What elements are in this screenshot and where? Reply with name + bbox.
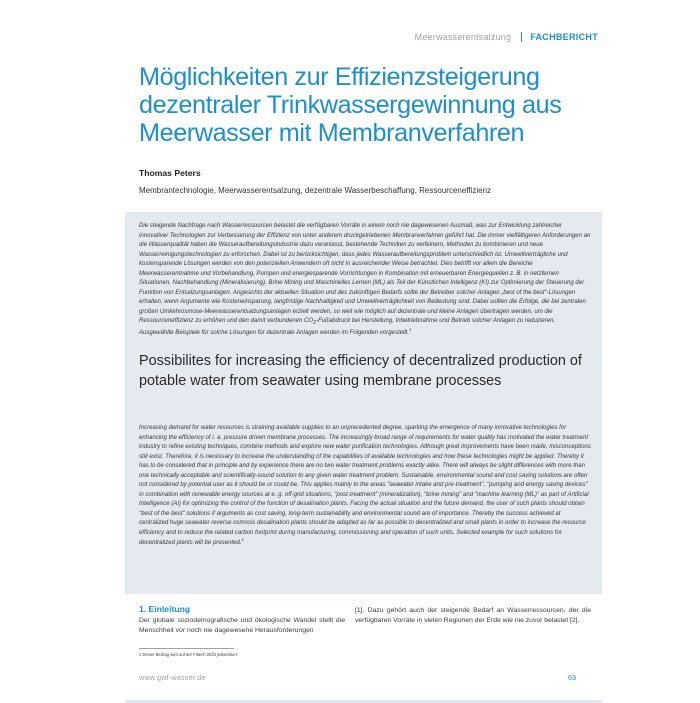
running-header bbox=[415, 30, 598, 44]
author-name: Thomas Peters bbox=[139, 168, 201, 178]
body-column-left: Der globale soziodemografische und ökologische Wandel stellt die Menschheit vor noch nie dagewesene Herausforderungen bbox=[139, 617, 345, 634]
keywords: Membrantechnologie, Meerwasserentsalzung, dezentrale Wasserbeschaffung, Ressourceneffizienz bbox=[139, 186, 492, 195]
header-divider bbox=[521, 32, 522, 42]
page-number: 63 bbox=[568, 673, 576, 682]
title-line: dezentraler Trinkwassergewinnung aus bbox=[139, 91, 562, 119]
body-column-right: [1]. Dazu gehört auch der steigende Bedarf an Wasserressourcen, der die verfügbaren Vorräte in vielen Regionen der Erde wie nie zuvor belastet [2]. bbox=[355, 607, 591, 624]
article-title bbox=[139, 63, 609, 147]
english-title: Possibilites for increasing the efficiency of decentralized production of potable water from seawater using membrane processes bbox=[139, 353, 582, 389]
title-line: Möglichkeiten zur Effizienzsteigerung bbox=[139, 63, 540, 91]
website-link[interactable]: www.gwf-wasser.de bbox=[139, 673, 206, 682]
footnote-ref[interactable]: 1 bbox=[241, 536, 244, 542]
abstract-german bbox=[139, 222, 591, 339]
title-line: Meerwasser mit Membranverfahren bbox=[139, 119, 525, 147]
abstract-english bbox=[139, 424, 591, 548]
footnote: 1 Dieser Beitrag wird auf der Filtech 2022 präsentiert. bbox=[139, 652, 239, 657]
section-heading: 1. Einleitung bbox=[139, 604, 191, 614]
abstract-english-text: Increasing demand for water resources is straining available supplies to an unprecedented degree, sparking the emergence of many innovative technologies for enhancing the efficiency of i. a. pressure driven membrane processes. The increasingly broad range of requirements for water quality has motivated the water treatment industry to refine existing techniques, combine methods and explore new water purification technologies. Although great improvements have been made, misconceptions still exist. Therefore, it is necessary to increase the understanding of the capabilities of available technologies and how these technologies might be applied. Thereby it has to be considered that in principle and by experience there are no two water treatment problems exactly alike. There will always be slight differences with more than one technically acceptable and scientifically-sound solution to any given water treatment problem. Sustainable, environmental sound and cost saving solutions are often not considered by potential user as it should be or could be. This applies mainly to the areas "seawater intake and pre-treatment", "pumping and energy saving devices" in combination with renewable energy sources at e. g. off-grid situations, "post-treatment" (mineralization), "brine mining" and "machine learning (ML)" as part of Artificial Intelligence (AI) for optimizing the control of the function of desalination plants. Facing the actual situation and the future demand, the user of such plants should obtain "best of the best" solutions if arguments as cost saving, long-term sustainability and environmental sound are of importance. Thereby the success achieved at centralized huge seawater reverse osmosis desalination plants should be adapted as far as possible to decentralized and small plants in order to increase the resource efficiency and to reduce the related carbon footprint during manufacturing, commissioning and operation of such units. Selected example for such solutions for decentralized plants will be presented. bbox=[139, 425, 591, 546]
footnote-rule bbox=[139, 648, 234, 649]
body-area bbox=[0, 594, 700, 700]
co2-subscript: 2 bbox=[313, 320, 316, 327]
header-topic: Meerwasserentsalzung bbox=[414, 32, 512, 42]
abstract-german-text-end: -Fußabdruck bei Herstellung, Inbetriebnahme und Betrieb solcher Anlagen zu reduzieren. Ausgewählte Beispiele für solche Lösungen für dezentrale Anlagen werden im Folgenden vorgestellt. bbox=[139, 318, 556, 337]
footnote-ref[interactable]: 1 bbox=[409, 327, 412, 333]
abstract-german-text: Die steigende Nachfrage nach Wasserressourcen belastet die verfügbaren Vorräte in einem noch nie dagewesenen Ausmaß, was zur Entwicklung zahlreicher innovativer Technologien zur Verbesserung der Effizienz von unter anderem druckgetriebenen Membranverfahren geführt hat. Die immer vielfältigeren Anforderungen an die Wasserqualität haben die Wasseraufbereitungsindustrie dazu veranlasst, bestehende Techniken zu verfeinern, Methoden zu kombinieren und neue Wasserreinigungstechnologien zu erforschen. Dabei ist zu berücksichtigen, dass jedes Wasseraufbereitungsproblem unterschiedlich ist. Umweltverträgliche und kostensparende Lösungen werden von den potenziellen Anwendern oft nicht in ausreichender Weise betrachtet. Dies betrifft vor allem die Bereiche Meerwasserentnahme und Vorbehandlung, Pumpen und energiesparende Vorrichtungen in Kombination mit erneuerbaren Energiequellen z. B. in netzfernen Situationen, Nachbehandlung (Mineralisierung), Brine Mining und Maschinelles Lernen (ML) als Teil der Künstlichen Intelligenz (KI) zur Optimierung der Steuerung der Funktion von Entsalzungsanlagen. Angesichts der aktuellen Situation und des zukünftigen Bedarfs sollte der Betreiber solcher Anlagen „best of the best“-Lösungen erhalten, wenn Argumente wie Kosteneinsparung, langfristige Nachhaltigkeit und Umweltverträglichkeit von Bedeutung sind. Dabei sollten die Erfolge, die bei zentralen großen Umkehrosmose-Meerwasserentsalzungsanlagen erzielt werden, so weit wie möglich auf dezentrale und kleine Anlagen übertragen werden, um die Ressourceneffizienz zu erhöhen und den damit verbundenen CO bbox=[139, 223, 591, 325]
header-category: FACHBERICHT bbox=[530, 32, 598, 42]
